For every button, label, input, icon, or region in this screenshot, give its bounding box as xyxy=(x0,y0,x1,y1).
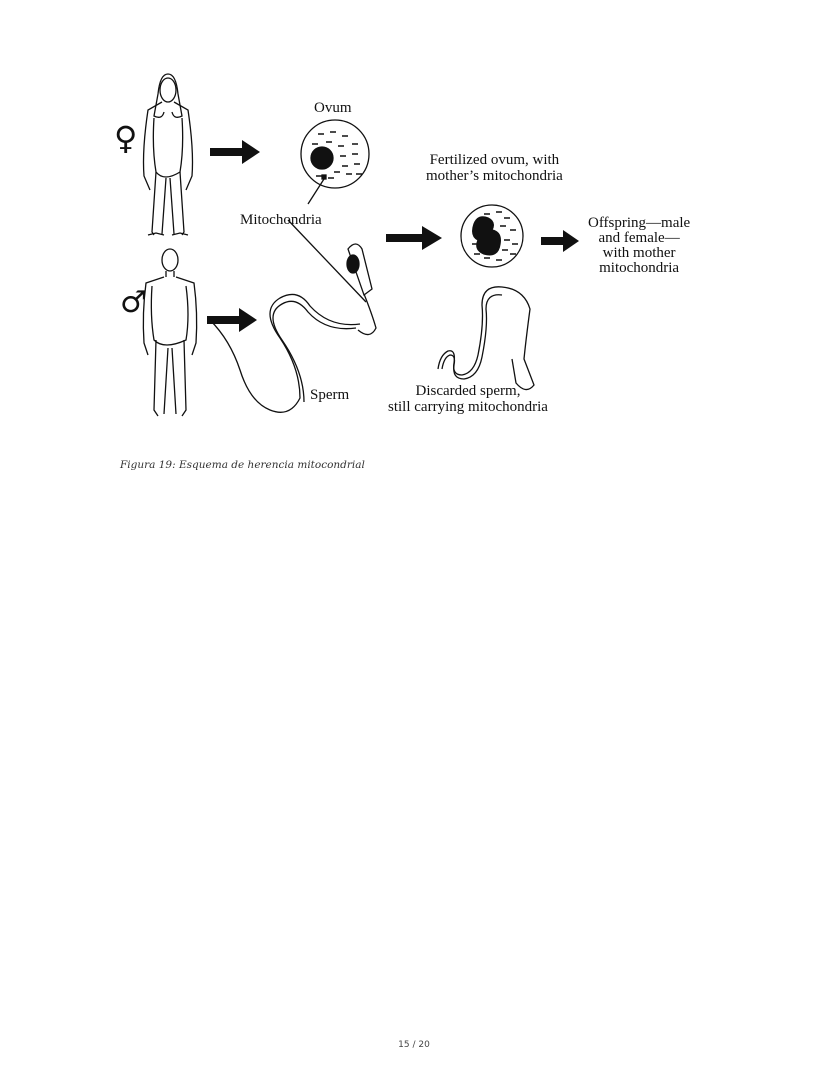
ovum-label: Ovum xyxy=(314,100,352,116)
male-figure-icon xyxy=(143,249,196,416)
arrow-right-icon xyxy=(207,308,257,332)
sperm-label: Sperm xyxy=(310,387,350,403)
figure-caption: Figura 19: Esquema de herencia mitocondrial xyxy=(120,459,365,471)
arrow-right-icon xyxy=(210,140,260,164)
mitochondrial-inheritance-figure xyxy=(108,62,728,432)
arrow-right-icon xyxy=(386,226,442,250)
discarded-sperm-icon xyxy=(438,287,534,390)
mitochondria-label: Mitochondria xyxy=(240,212,322,228)
female-symbol-icon: ♀ xyxy=(114,119,138,157)
fertilized-ovum-label: Fertilized ovum, with mother’s mitochondria xyxy=(426,152,563,184)
ovum-icon xyxy=(301,120,369,188)
female-figure-icon xyxy=(144,74,193,235)
male-symbol-icon: ♂ xyxy=(120,285,147,320)
arrow-right-icon xyxy=(541,230,579,252)
discarded-sperm-label: Discarded sperm, still carrying mitochondria xyxy=(388,383,548,415)
fertilized-ovum-icon xyxy=(461,205,523,267)
page-number: 15 / 20 xyxy=(398,1040,430,1050)
offspring-label: Offspring—male and female— with mother mitochondria xyxy=(588,215,691,276)
sperm-icon xyxy=(210,244,376,412)
